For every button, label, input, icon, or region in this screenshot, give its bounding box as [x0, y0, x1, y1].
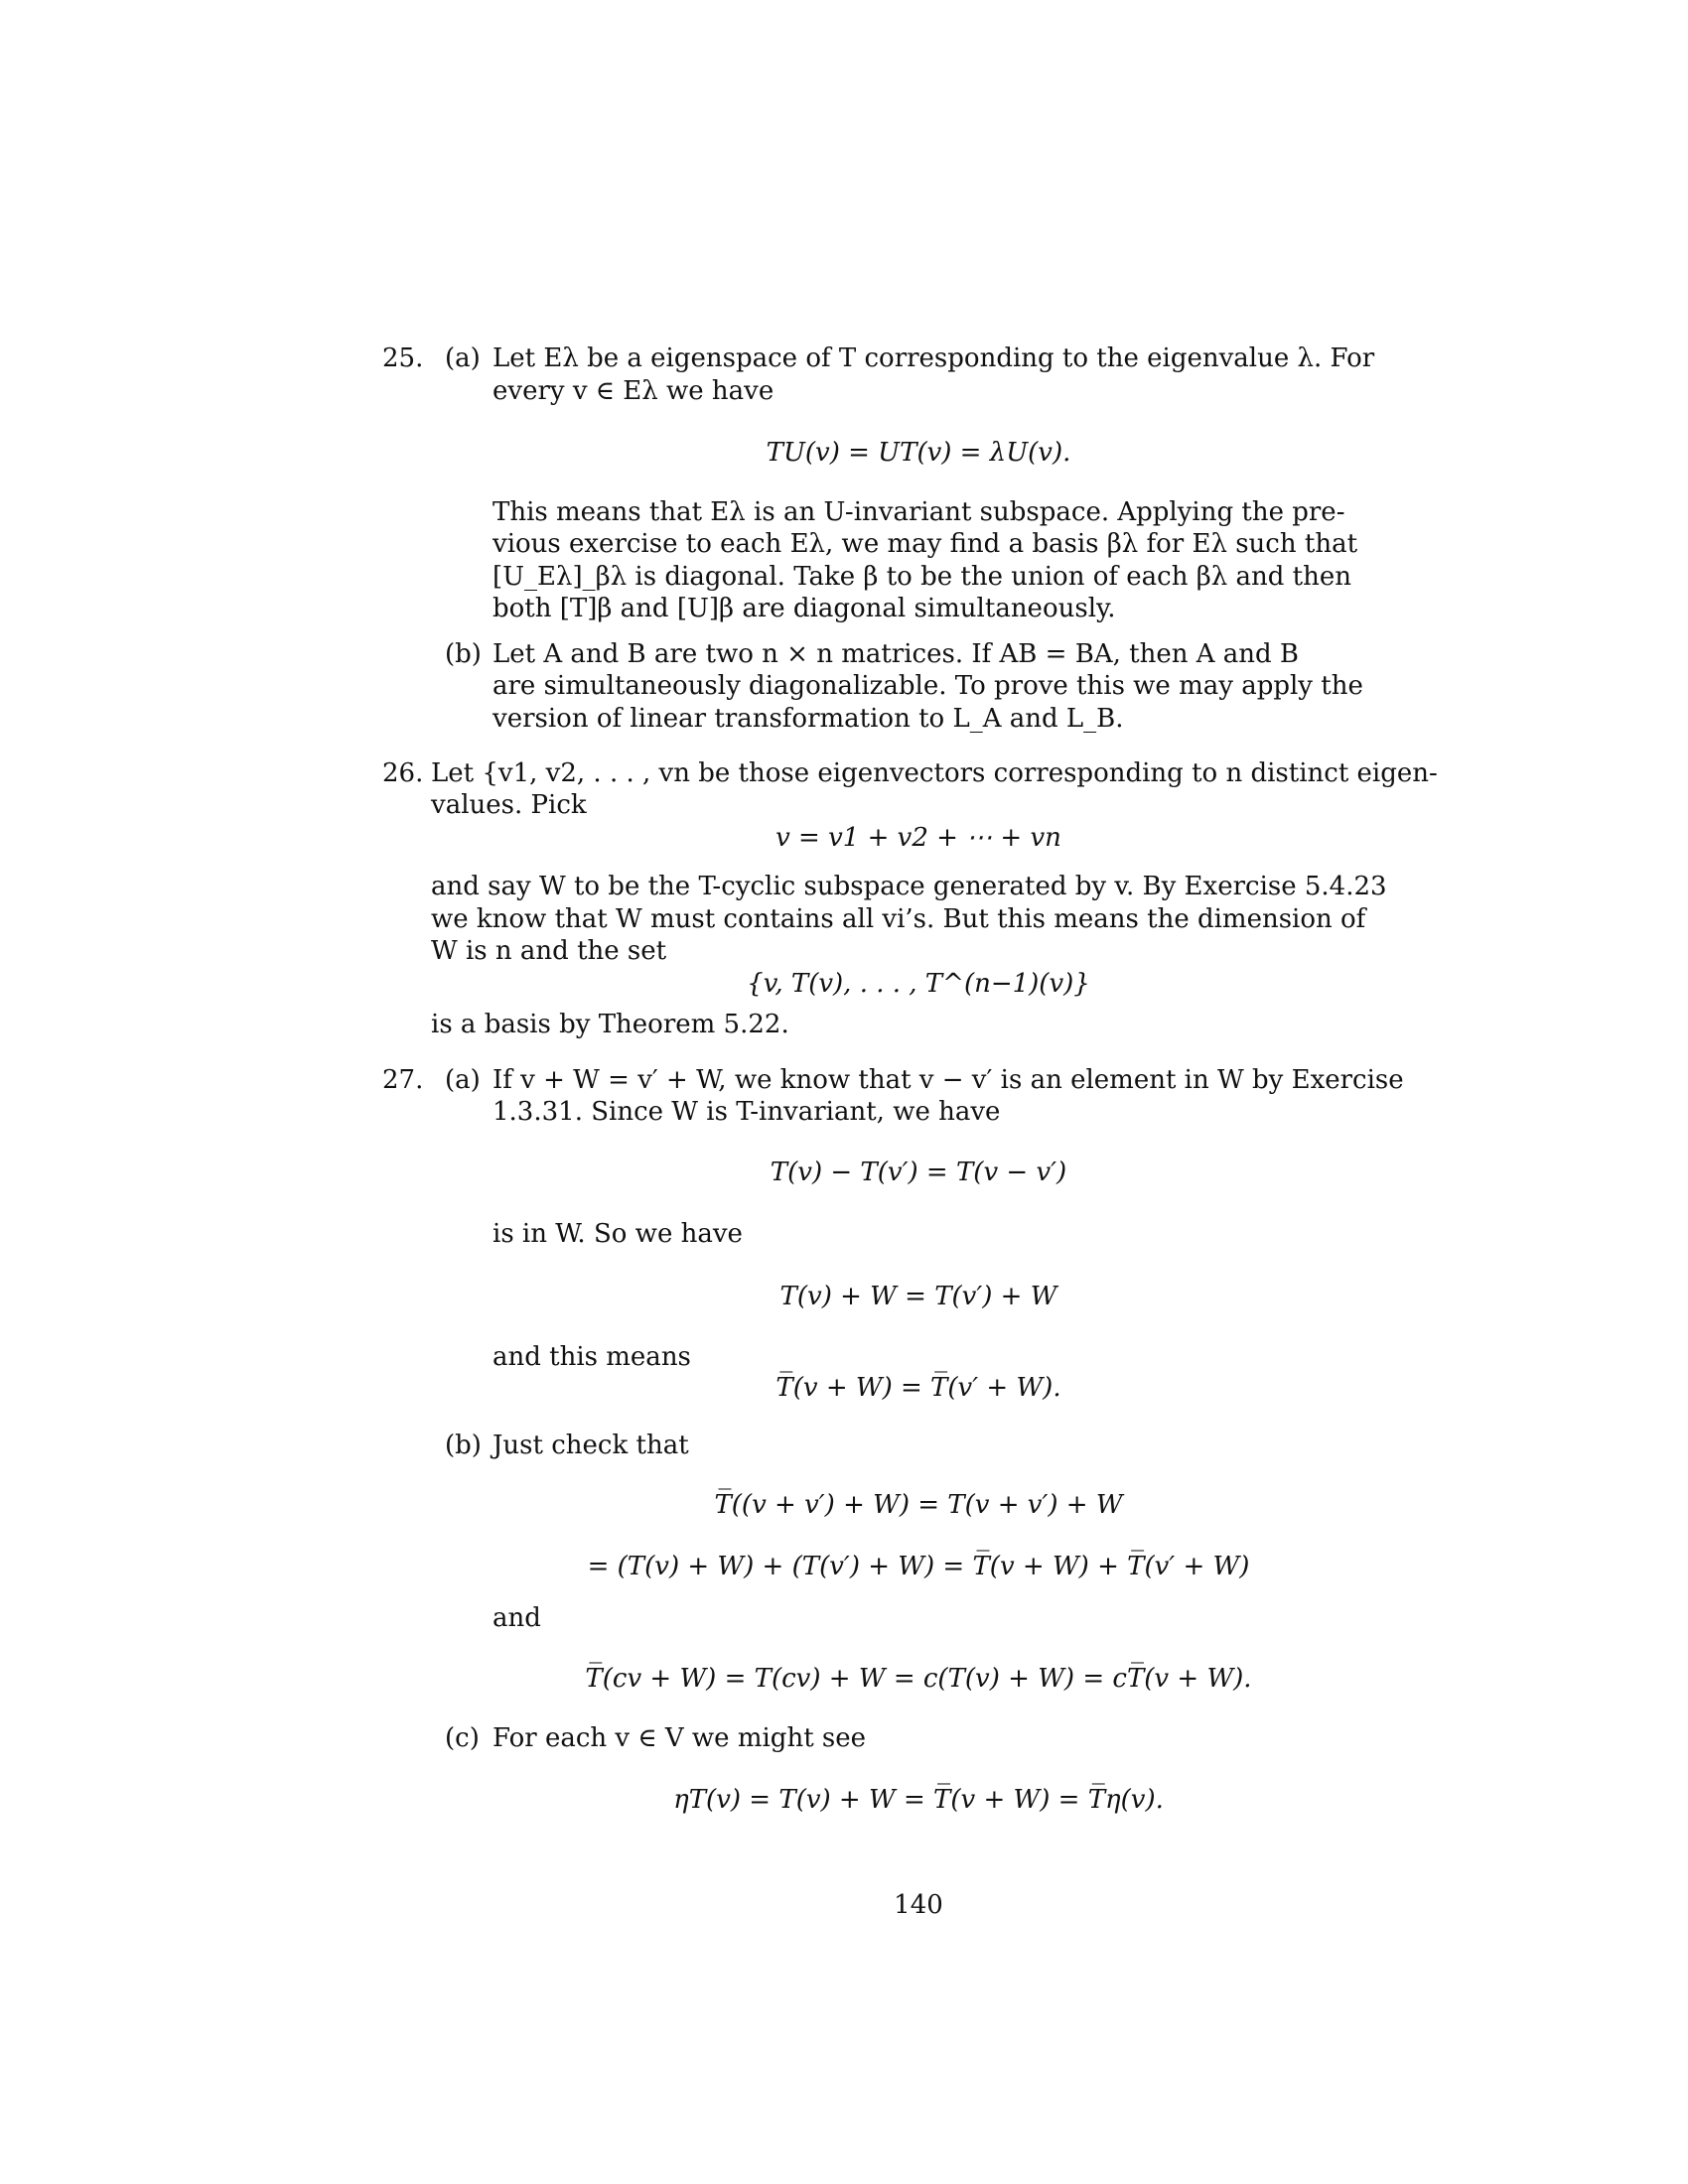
exercise-25a-line-4: vious exercise to each Eλ, we may find a basis βλ for Eλ such that	[492, 529, 1358, 559]
exercise-26-line-6: is a basis by Theorem 5.22.	[431, 1010, 789, 1039]
exercise-25b-line-1: Let A and B are two n × n matrices. If AB = BA, then A and B	[492, 639, 1300, 669]
exercise-26-line-2: values. Pick	[431, 790, 587, 820]
exercise-27a-equation-1: T(v) − T(v′) = T(v − v′)	[770, 1158, 1067, 1187]
exercise-27b-equation-1: T̅((v + v′) + W) = T(v + v′) + W	[714, 1490, 1123, 1520]
exercise-27a-line-3: is in W. So we have	[492, 1219, 743, 1249]
exercise-27b-label: (b)	[445, 1431, 482, 1460]
exercise-25b-line-3: version of linear transformation to L_A and L_B.	[492, 704, 1124, 734]
exercise-26-line-3: and say W to be the T-cyclic subspace generated by v. By Exercise 5.4.23	[431, 872, 1387, 901]
exercise-27a-label: (a)	[445, 1065, 481, 1095]
exercise-25a-line-2: every v ∈ Eλ we have	[492, 376, 774, 406]
exercise-27a-line-2: 1.3.31. Since W is T-invariant, we have	[492, 1097, 1001, 1127]
exercise-25b-line-2: are simultaneously diagonalizable. To prove this we may apply the	[492, 671, 1363, 701]
exercise-27b-equation-2: = (T(v) + W) + (T(v′) + W) = T̅(v + W) + T̅(v′ + W)	[587, 1552, 1250, 1581]
exercise-27a-equation-2: T(v) + W = T(v′) + W	[779, 1282, 1057, 1311]
exercise-27b-line-2: and	[492, 1603, 541, 1633]
exercise-25a-line-5: [U_Eλ]_βλ is diagonal. Take β to be the union of each βλ and then	[492, 562, 1351, 592]
exercise-27c-line-1: For each v ∈ V we might see	[492, 1723, 867, 1753]
exercise-27-number: 27.	[382, 1065, 424, 1095]
exercise-27c-equation-1: ηT(v) = T(v) + W = T̅(v + W) = T̅η(v).	[673, 1785, 1164, 1815]
exercise-25a-line-3: This means that Eλ is an U-invariant subspace. Applying the pre-	[492, 497, 1345, 527]
exercise-27a-line-4: and this means	[492, 1342, 691, 1372]
exercise-26-line-4: we know that W must contains all vi’s. But this means the dimension of	[431, 904, 1366, 934]
exercise-27b-line-1: Just check that	[492, 1431, 689, 1460]
exercise-27a-equation-3: T̅(v + W) = T̅(v′ + W).	[775, 1373, 1061, 1403]
exercise-25a-line-1: Let Eλ be a eigenspace of T corresponding to the eigenvalue λ. For	[492, 343, 1375, 373]
exercise-26-line-1: Let {v1, v2, . . . , vn be those eigenvectors corresponding to n distinct eigen-	[431, 758, 1438, 788]
exercise-27c-label: (c)	[445, 1723, 480, 1753]
exercise-27b-equation-3: T̅(cv + W) = T(cv) + W = c(T(v) + W) = cT̅(v + W).	[585, 1664, 1252, 1694]
exercise-26-line-5: W is n and the set	[431, 936, 667, 966]
exercise-25-number: 25.	[382, 343, 424, 373]
exercise-27a-line-1: If v + W = v′ + W, we know that v − v′ is an element in W by Exercise	[492, 1065, 1404, 1095]
exercise-26-equation-2: {v, T(v), . . . , T^(n−1)(v)}	[747, 969, 1090, 999]
page-number: 140	[894, 1890, 943, 1920]
exercise-26-number: 26.	[382, 758, 424, 788]
exercise-25b-label: (b)	[445, 639, 482, 669]
exercise-25a-equation: TU(v) = UT(v) = λU(v).	[766, 438, 1071, 468]
exercise-25a-label: (a)	[445, 343, 481, 373]
exercise-26-equation-1: v = v1 + v2 + ⋯ + vn	[775, 823, 1061, 853]
exercise-25a-line-6: both [T]β and [U]β are diagonal simultaneously.	[492, 594, 1116, 623]
